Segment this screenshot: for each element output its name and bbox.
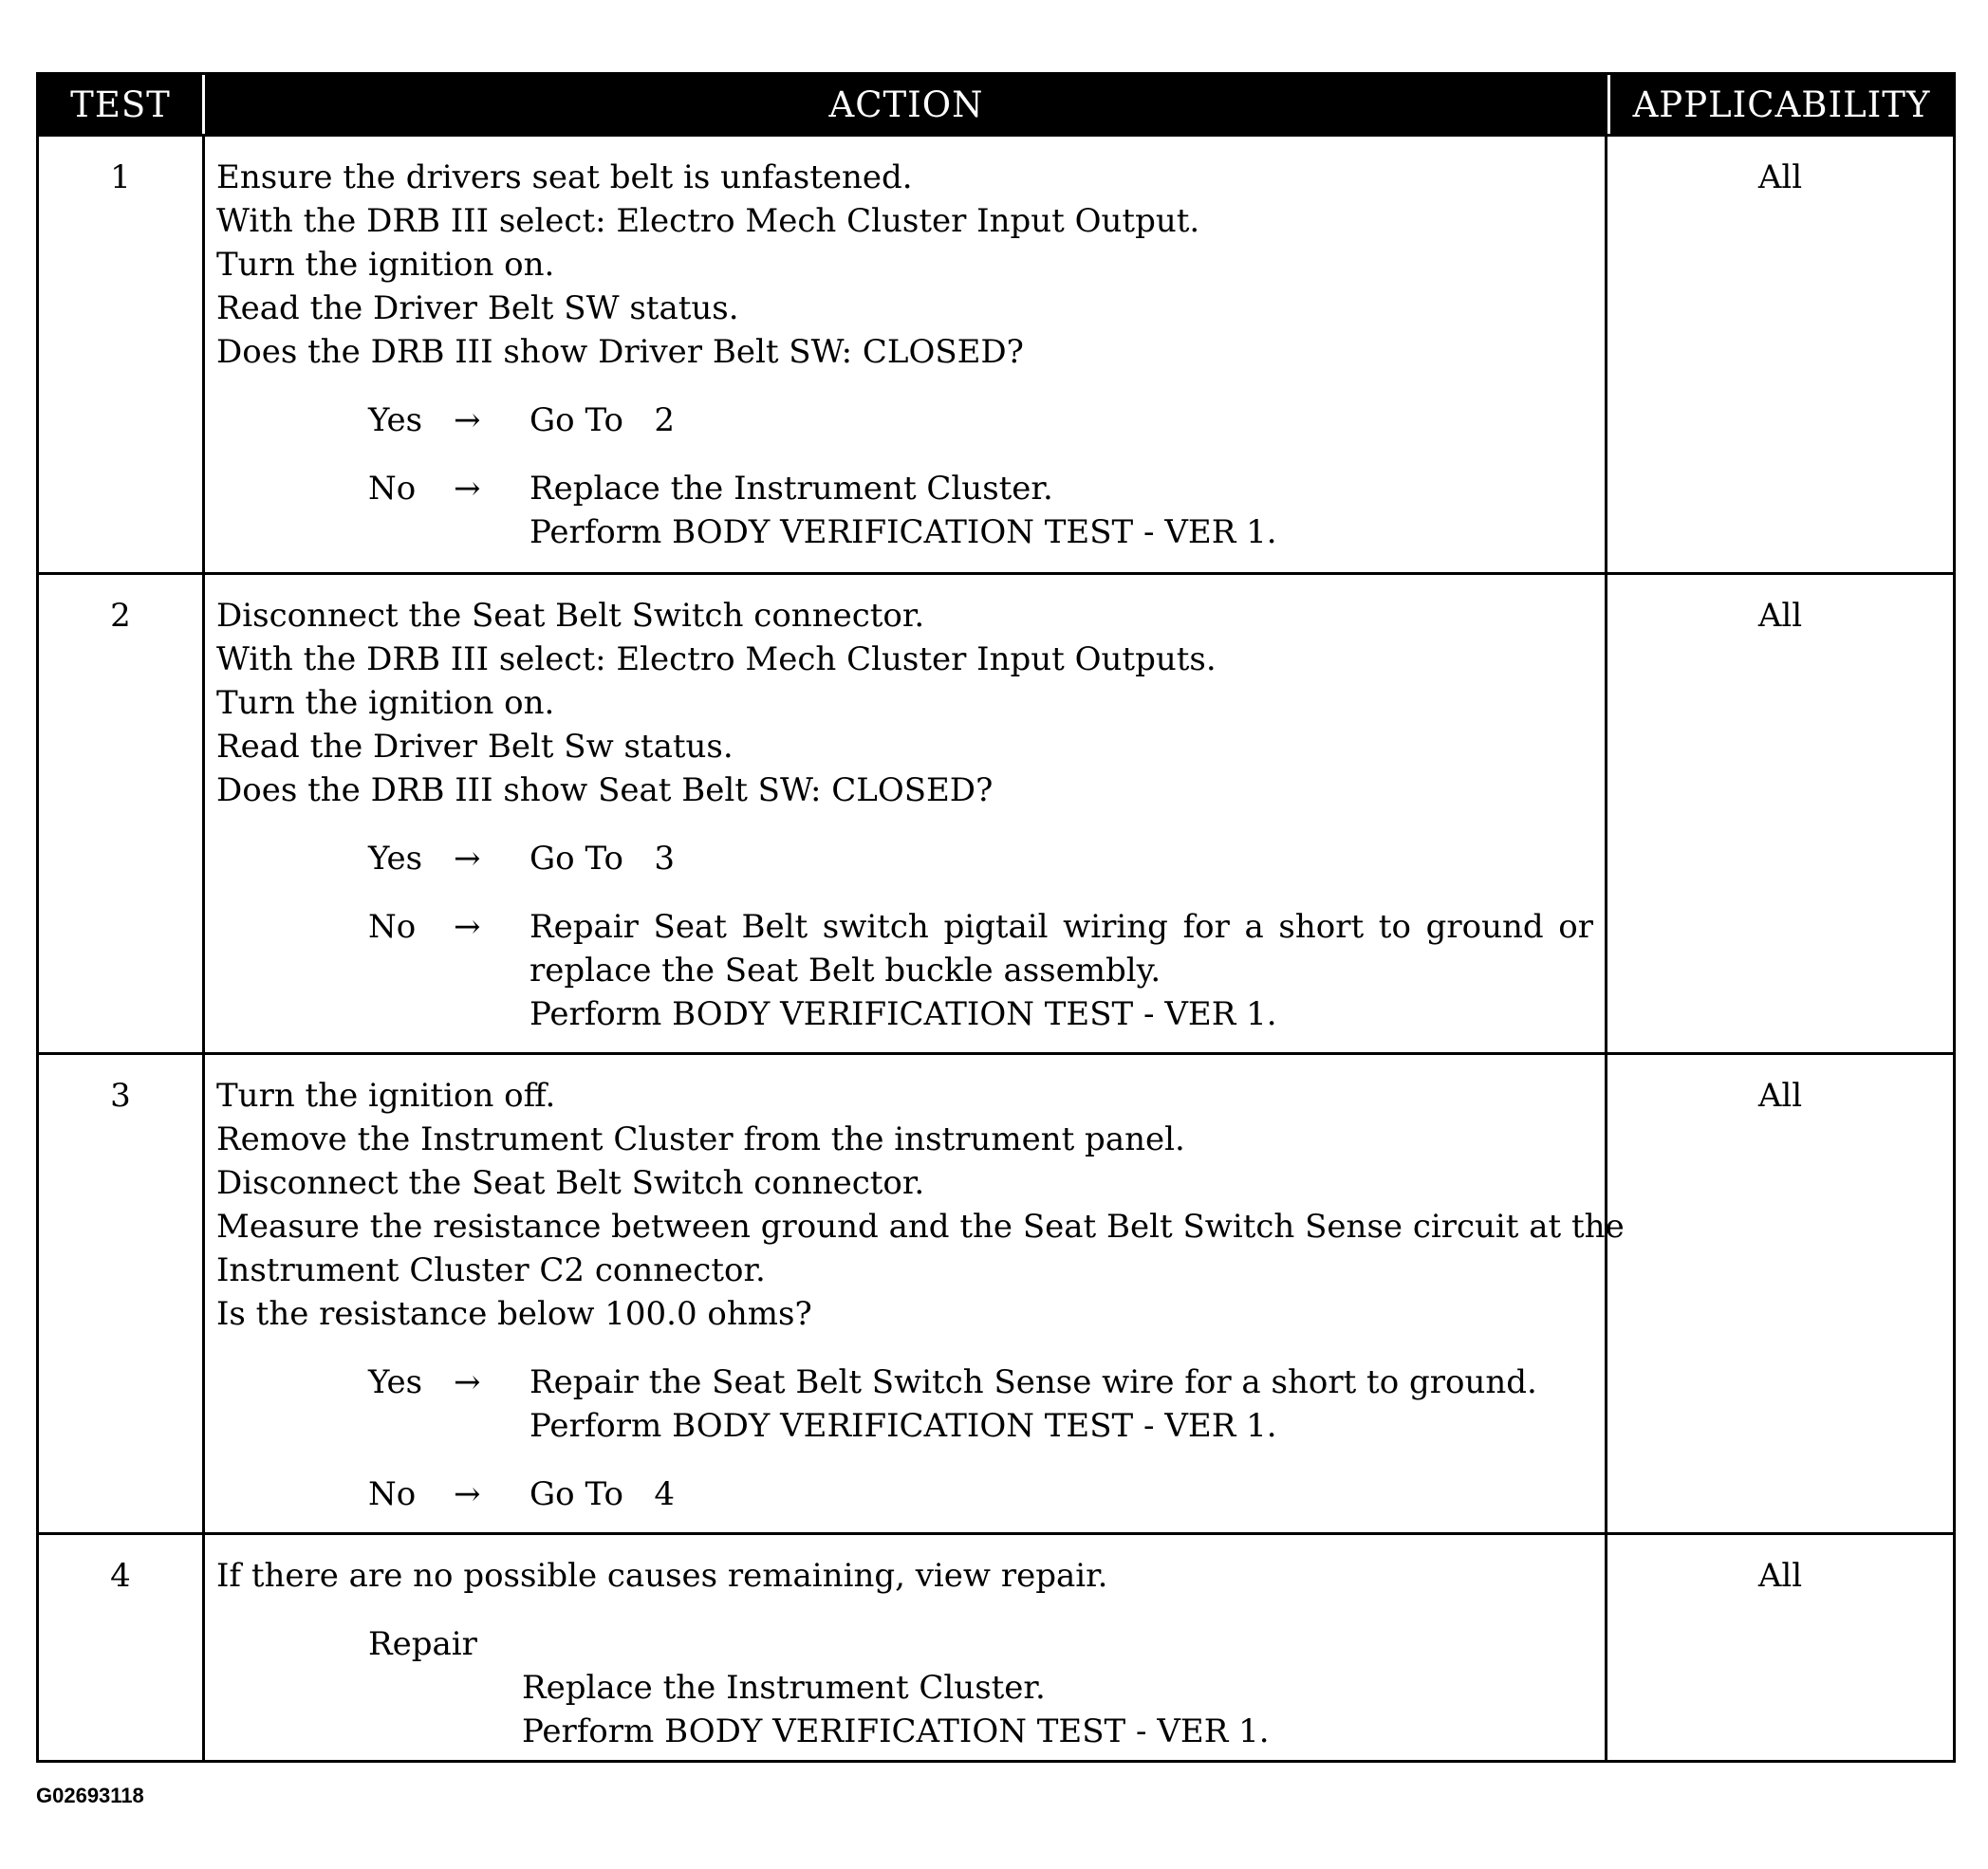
step: Remove the Instrument Cluster from the instrument panel.: [216, 1120, 1185, 1158]
yes-label: Yes: [368, 1363, 423, 1401]
applicability-2: All: [1607, 572, 1953, 1052]
step: Does the DRB III show Seat Belt SW: CLOSED?: [216, 771, 994, 809]
applicability-4: All: [1607, 1532, 1953, 1760]
arrow-icon: →: [454, 470, 481, 508]
no-branch: [216, 1472, 1593, 1516]
step: Read the Driver Belt Sw status.: [216, 728, 734, 766]
yes-branch: [216, 837, 1593, 880]
action-cell-1: [202, 134, 1607, 572]
arrow-icon: →: [454, 840, 481, 878]
step: If there are no possible causes remaining, view repair.: [216, 1557, 1108, 1595]
step: Read the Driver Belt SW status.: [216, 289, 739, 327]
step: Measure the resistance between ground and the Seat Belt Switch Sense circuit at the: [216, 1208, 1625, 1246]
arrow-icon: →: [454, 1363, 481, 1401]
applicability-1: All: [1607, 134, 1953, 572]
step: Turn the ignition on.: [216, 684, 555, 722]
test-number-3: 3: [39, 1052, 202, 1532]
figure-id: G02693118: [36, 1784, 144, 1807]
step: Turn the ignition off.: [216, 1077, 556, 1115]
test-number-1: 1: [39, 134, 202, 572]
no-branch: [216, 467, 1593, 554]
no-label: No: [368, 908, 417, 946]
arrow-icon: →: [454, 1475, 481, 1513]
yes-result: Repair the Seat Belt Switch Sense wire for a short to ground. Perform BODY VERIFICATION TEST - VER 1.: [530, 1363, 1537, 1445]
no-result: Replace the Instrument Cluster. Perform BODY VERIFICATION TEST - VER 1.: [530, 470, 1277, 551]
test-number-2: 2: [39, 572, 202, 1052]
no-label: No: [368, 470, 417, 508]
header-applicability: APPLICABILITY: [1607, 75, 1953, 134]
step: Instrument Cluster C2 connector.: [216, 1251, 766, 1289]
yes-result: Go To 2: [530, 401, 675, 439]
step: With the DRB III select: Electro Mech Cluster Input Output.: [216, 202, 1200, 240]
header-action: ACTION: [202, 75, 1607, 134]
step: Does the DRB III show Driver Belt SW: CLOSED?: [216, 333, 1024, 371]
yes-label: Yes: [368, 401, 423, 439]
header-test: TEST: [39, 75, 202, 134]
arrow-icon: →: [454, 401, 481, 439]
step: Disconnect the Seat Belt Switch connector.: [216, 1164, 925, 1202]
yes-branch: [216, 398, 1593, 442]
step: Turn the ignition on.: [216, 246, 555, 284]
applicability-3: All: [1607, 1052, 1953, 1532]
step: Ensure the drivers seat belt is unfastened.: [216, 158, 913, 196]
no-result: Go To 4: [530, 1475, 675, 1513]
no-result: Repair Seat Belt switch pigtail wiring for a short to ground or replace the Seat Belt buckle assembly. Perform BODY VERIFICATION TEST - VER 1.: [530, 908, 1593, 1033]
step: With the DRB III select: Electro Mech Cluster Input Outputs.: [216, 640, 1217, 678]
yes-result: Go To 3: [530, 840, 675, 878]
yes-label: Yes: [368, 840, 423, 878]
step: Disconnect the Seat Belt Switch connector.: [216, 597, 925, 635]
no-branch: [216, 905, 1593, 1036]
test-number-4: 4: [39, 1532, 202, 1760]
no-label: No: [368, 1475, 417, 1513]
yes-branch: [216, 1360, 1593, 1448]
repair-label: Repair: [368, 1625, 477, 1663]
action-cell-4: [202, 1532, 1607, 1760]
step: Is the resistance below 100.0 ohms?: [216, 1295, 812, 1333]
repair-instructions: Replace the Instrument Cluster. Perform BODY VERIFICATION TEST - VER 1.: [522, 1669, 1270, 1750]
arrow-icon: →: [454, 908, 481, 946]
action-cell-3: [202, 1052, 1625, 1532]
action-cell-2: [202, 572, 1607, 1052]
diagnostic-test-table: [36, 72, 1956, 1763]
